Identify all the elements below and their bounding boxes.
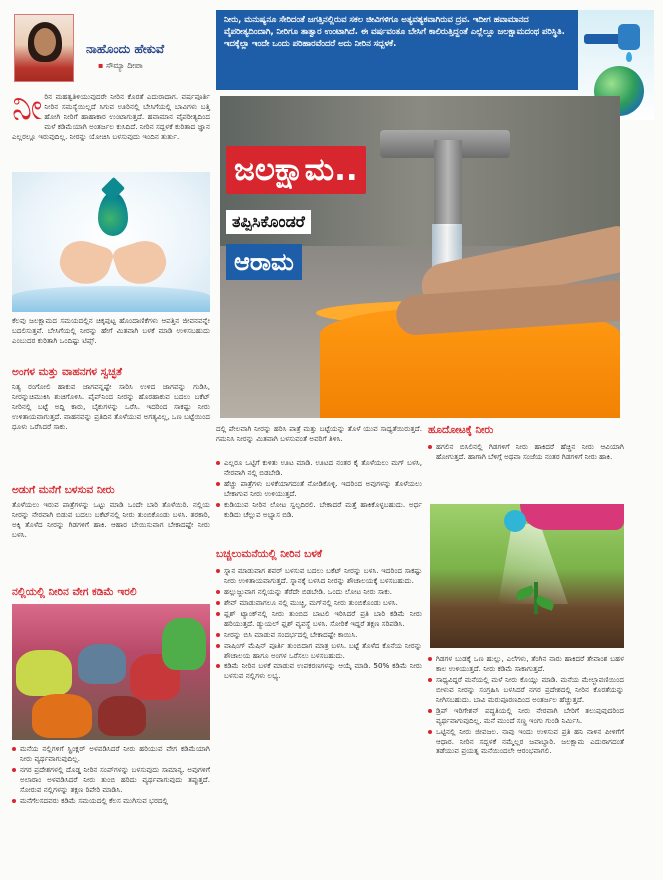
left-intro-tips: ಕೆಲವು ಜಲಕ್ಷಾಮದ ಸಮಯದಲ್ಲಿನ ಚಿಕ್ಕಪುಟ್ಟ ಹೊಂದಾಣಿಕೆಗಳು ಆಪತ್ತಿನ ಜೀವನವನ್ನೇ ಬದಲಿಸುತ್ತವೆ. ಬೇಸಿಗೆಯಲ್ಲಿ ನೀರನ್ನು ಹೇಗೆ ಮಿತವಾಗಿ ಬಳಕೆ ಮಾಡಿ ಉಳಿಸಬಹುದು ಎಂಬುದರ ಕುರಿತಾಗಿ ಒಂದಿಷ್ಟು ಟಿಪ್ಸ್. [12, 316, 210, 345]
list-item: ಹಲ್ಲುಜ್ಜುವಾಗ ನಲ್ಲಿಯನ್ನು ತೆರೆದೇ ಬಿಡಬೇಡಿ. ಒಂದು ಲೋಟ ನೀರು ಸಾಕು. [216, 587, 422, 597]
middle-intro-text: ದಲ್ಲಿ ಪೇಲವಾಗಿ ನೀರನ್ನು ಹರಿಸಿ ಪಾತ್ರೆ ಮತ್ತು ಬಟ್ಟೆಯನ್ನು ತೊಳೆ ಯುವ ಸಾಧ್ಯತೆಯಿರುತ್ತದೆ. ಗಮನಿಸಿ ನೀರನ್ನು ಮಿತವಾಗಿ ಬಳಸುವಂತೆ ಅವರಿಗೆ ತಿಳಿಸಿ. [216, 424, 422, 443]
list-item: ಗಿಡಗಳ ಬುಡಕ್ಕೆ ಒಣ ಹುಲ್ಲು, ಎಲೆಗಳು, ತೆಂಗಿನ ನಾರು ಹಾಕಿದರೆ ತೇವಾಂಶ ಬಹಳ ಕಾಲ ಉಳಿಯುತ್ತದೆ. ನೀರು ಕಡಿಮೆ ಸಾಕಾಗುತ್ತದೆ. [428, 654, 624, 674]
tap-speed-bullets [12, 744, 210, 807]
maroon-pot [98, 696, 146, 736]
left-hand [55, 235, 116, 290]
heading-kitchen-water: ಅಡುಗೆ ಮನೆಗೆ ಬಳಸುವ ನೀರು [12, 484, 115, 496]
water-pots-image [12, 604, 210, 740]
watering-can-icon [520, 504, 624, 530]
courtyard-vehicles-text: ನಿತ್ಯ ರಂಗೋಲಿ ಹಾಕುವ ಜಾಗವನ್ನಷ್ಟೇ ಸಾರಿಸಿ ಉಳಿದ ಜಾಗವನ್ನು ಗುಡಿಸಿ, ನೀರನ್ನುಚಿಮುಕಿಸಿ ಶುಚಿಗೊಳಿಸಿ. ಪೈಪ್‌ನಿಂದ ನೀರನ್ನು ಹೊರಹಾಕುವ ಬದಲು ಬಕೆಟ್ ನೀರಿನಲ್ಲಿ ಬಟ್ಟೆ ಅದ್ದಿ ಕಾರು, ಬೈಕುಗಳನ್ನು ಒರೆಸಿ. ಇದರಿಂದ ಸಾಕಷ್ಟು ನೀರು ಉಳಿತಾಯವಾಗುತ್ತದೆ. ವಾಹನವನ್ನು ಪ್ರತಿದಿನ ತೊಳೆಯುವ ಅಗತ್ಯವಿಲ್ಲ, ಒಣ ಬಟ್ಟೆಯಿಂದ ಧೂಳು ಒರೆಸಿದರೆ ಸಾಕು. [12, 382, 210, 431]
right-hand [111, 235, 172, 290]
list-item: ಸಾಧ್ಯವಿದ್ದರೆ ಮನೆಯಲ್ಲಿ ಮಳೆ ನೀರು ಕೊಯ್ಲು ಮಾಡಿ. ಮನೆಯ ಮೇಲ್ಛಾವಣಿಯಿಂದ ಬೀಳುವ ನೀರನ್ನು ಸಂಗ್ರಹಿಸಿ ಬಳಸಿದರೆ ನಗರ ಪ್ರದೇಶದಲ್ಲಿ ನೀರಿನ ಕೊರತೆಯನ್ನು ನೀಗಿಸಬಹುದು. ಬಾವಿ ಮರುಪೂರಣದಿಂದ ಅಂತರ್ಜಲ ಹೆಚ್ಚುತ್ತದೆ. [428, 675, 624, 705]
quote-banner: ನೀರು, ಮನುಷ್ಯನೂ ಸೇರಿದಂತೆ ಜಗತ್ತಿನಲ್ಲಿರುವ ಸಕಲ ಜೀವಿಗಳಿಗೂ ಅತ್ಯವಶ್ಯಕವಾಗಿರುವ ದ್ರವ. ಇದೀಗ ಹವಾಮಾನದ ವೈಪರೀತ್ಯದಿಂದಾಗಿ, ನೀರಿಗೂ ತಾತ್ವಾರ ಉಂಟಾಗಿದೆ. ಈ ವರ್ಷವಂತೂ ಬೇಸಿಗೆ ಕಾಲಿರುತ್ತಿದ್ದಂತೆ ಎಲ್ಲೆಲ್ಲೂ ಜಲಕ್ಷಾಮದಂಥ ಪರಿಸ್ಥಿತಿ. ಇದಕ್ಕೆಲ್ಲಾ ಇಂದೇ ಒಂದು ಪರಿಹಾರವೆಂದರೆ ಅದು ನೀರಿನ ಸದ್ಬಳಕೆ. [216, 10, 578, 90]
list-item: ಹೆಚ್ಚು ಪಾತ್ರೆಗಳು ಬಳಕೆಯಾಗದಂತೆ ನೋಡಿಕೊಳ್ಳಿ. ಇದರಿಂದ ಅವುಗಳನ್ನು ತೊಳೆಯಲು ಬೇಕಾಗುವ ನೀರು ಉಳಿಯುತ್ತದೆ. [216, 479, 422, 499]
list-item: ಎಲ್ಲರೂ ಒಟ್ಟಿಗೆ ಕುಳಿತು ಊಟ ಮಾಡಿ. ಊಟದ ನಂತರ ಕೈ ತೊಳೆಯಲು ಮಗ್ ಬಳಸಿ, ನೇರವಾಗಿ ನಲ್ಲಿ ಬಿಡಬೇಡಿ. [216, 458, 422, 478]
headline-tail: ಆರಾಮ [226, 244, 302, 280]
list-item: ಹಗಲಿನ ಬಿಸಿಲಿನಲ್ಲಿ ಗಿಡಗಳಿಗೆ ನೀರು ಹಾಕಿದರೆ ಹೆಚ್ಚಿನ ನೀರು ಆವಿಯಾಗಿ ಹೋಗುತ್ತದೆ. ಹಾಗಾಗಿ ಬೆಳಿಗ್ಗೆ ಅಥವಾ ಸಂಜೆಯ ನಂತರ ಗಿಡಗಳಿಗೆ ನೀರು ಹಾಕಿ. [428, 442, 624, 462]
drop-cap: ನೀ [12, 87, 41, 128]
list-item: ಡ್ರಿಪ್ ಇರಿಗೇಶನ್ ಪದ್ಧತಿಯಲ್ಲಿ ನೀರು ನೇರವಾಗಿ ಬೇರಿಗೆ ತಲುಪುವುದರಿಂದ ವ್ಯರ್ಥವಾಗುವುದಿಲ್ಲ. ಮನೆ ಮುಂದೆ ಸಣ್ಣ ಇಂಗು ಗುಂಡಿ ನಿರ್ಮಿಸಿ. [428, 706, 624, 726]
intro-paragraph [12, 87, 210, 142]
headline-sub: ತಪ್ಪಿಸಿಕೊಂಡರೆ [226, 210, 311, 234]
heading-garden-water: ಹೂದೋಟಕ್ಕೆ ನೀರು [428, 424, 494, 436]
list-item: ಕುಡಿಯುವ ನೀರಿನ ಲೋಟ ಸ್ವಲ್ಪದಿರಲಿ. ಬೇಕಾದರೆ ಮತ್ತೆ ಹಾಕಿಕೊಳ್ಳಬಹುದು. ಅರ್ಧ ಕುಡಿದು ಚೆಲ್ಲುವ ಅಭ್ಯಾಸ ಬಿಡಿ. [216, 500, 422, 520]
water-drop-icon [98, 192, 128, 236]
list-item: ಶೇವ್ ಮಾಡುವಾಗಲೂ ನಲ್ಲಿ ಮುಚ್ಚಿ, ಮಗ್‌ನಲ್ಲಿ ನೀರು ತುಂಬಿಕೊಂಡು ಬಳಸಿ. [216, 598, 422, 608]
headline-main: ಜಲಕ್ಷಾಮ.. [226, 146, 366, 194]
list-item: ವಾಷಿಂಗ್ ಮೆಷಿನ್ ಪೂರ್ತಿ ತುಂಬಿದಾಗ ಮಾತ್ರ ಬಳಸಿ. ಬಟ್ಟೆ ತೊಳೆದ ಕೊನೆಯ ನೀರನ್ನು ಶೌಚಾಲಯ ಹಾಗೂ ಅಂಗಳ ಒರೆಸಲು ಬಳಸಬಹುದು. [216, 641, 422, 661]
author-place: ▪ ಸೌಮ್ಯಾ ದೀಪಾ [98, 61, 143, 71]
author-photo [14, 14, 74, 82]
green-pot [16, 650, 72, 696]
author-face [34, 28, 56, 56]
watering-can-rose [504, 510, 526, 532]
intro-text: ರಿನ ಮಹತ್ವತಿಳಿಯುವುದರೇ ನೀರಿನ ಕೊರತೆ ಎದುರಾದಾಗ. ವರ್ಷಪೂರ್ತಿ ನೀರಿನ ಸಮಸ್ಯೆಯಿಲ್ಲದೆ ಸಿಗುವ ಊರಿನಲ್ಲಿ ಬೇಸಿಗೆಯಲ್ಲಿ ಬಾವಿಗಳು ಬತ್ತಿ ಹೋಗಿ ನೀರಿಗೆ ಹಾಹಾಕಾರ ಉಂಟಾಗುತ್ತದೆ. ಹವಾಮಾನ ವೈಪರೀತ್ಯದಿಂದ ಮಳೆ ಕಡಿಮೆಯಾಗಿ ಅಂತರ್ಜಲ ಕುಸಿದಿದೆ. ನೀರಿನ ಸದ್ಬಳಕೆ ಕುರಿತಾದ ಜ್ಞಾನ ಎಲ್ಲರಲ್ಲೂ ಇರುವುದಿಲ್ಲ. ನೀರನ್ನು ಯೋಚಿಸಿ ಬಳಸುವುದು ಇಂದಿನ ತುರ್ತು. [12, 92, 210, 141]
water-drop-hands-image [12, 172, 210, 312]
heading-tap-speed: ನಲ್ಲಿಯಲ್ಲಿ ನೀರಿನ ವೇಗ ಕಡಿಮೆ ಇರಲಿ [12, 586, 137, 598]
heading-bathroom-water: ಬಚ್ಚಲುಮನೆಯಲ್ಲಿ ನೀರಿನ ಬಳಕೆ [216, 548, 323, 560]
list-item: ಮನೆಯ ನಲ್ಲಿಗಳಿಗೆ ಸ್ಪ್ರಿಂಕ್ಲರ್ ಅಳವಡಿಸಿದರೆ ನೀರು ಹರಿಯುವ ವೇಗ ಕಡಿಮೆಯಾಗಿ ನೀರು ವ್ಯರ್ಥವಾಗುವುದಿಲ್ಲ. [12, 744, 210, 764]
middle-bullets-1 [216, 458, 422, 521]
orange-pot [32, 694, 92, 738]
tap-icon [618, 24, 640, 50]
kitchen-water-text: ತೊಳೆಯಲು ಇರುವ ಪಾತ್ರೆಗಳನ್ನು ಒಟ್ಟು ಮಾಡಿ ಒಂದೇ ಬಾರಿ ತೊಳೆಯಿರಿ. ನಲ್ಲಿಯ ನೀರನ್ನು ನೇರವಾಗಿ ಬಿಡುವ ಬದಲು ಬಕೆಟ್‌ನಲ್ಲಿ ನೀರು ತುಂಬಿಕೊಂಡು ಬಳಸಿ. ತರಕಾರಿ, ಅಕ್ಕಿ ತೊಳೆದ ನೀರನ್ನು ಗಿಡಗಳಿಗೆ ಹಾಕಿ. ಆಹಾರ ಬೇಯಿಸುವಾಗ ಬೇಕಾದಷ್ಟೇ ನೀರು ಬಳಸಿ. [12, 500, 210, 539]
heading-courtyard-vehicles: ಅಂಗಳ ಮತ್ತು ವಾಹನಗಳ ಸ್ವಚ್ಛತೆ [12, 366, 123, 378]
garden-bullets-1 [428, 442, 624, 463]
garden-bullets-2 [428, 654, 624, 757]
watering-plant-image [430, 504, 624, 648]
bathroom-bullets [216, 566, 422, 682]
list-item: ನಗರ ಪ್ರದೇಶಗಳಲ್ಲಿ ದೊಡ್ಡ ನೀರಿನ ಸಂಪ್‌ಗಳನ್ನು ಬಳಸುವುದು ಸಾಮಾನ್ಯ. ಅವುಗಳಿಗೆ ಅಲಾರಾಂ ಅಳವಡಿಸಿದರೆ ನೀರು ತುಂಬಿ ಹರಿದು ವ್ಯರ್ಥವಾಗುವುದು ತಪ್ಪುತ್ತದೆ. ಸೋರುವ ನಲ್ಲಿಗಳನ್ನು ತಕ್ಷಣ ರಿಪೇರಿ ಮಾಡಿಸಿ. [12, 765, 210, 795]
byline [12, 12, 202, 86]
water-wave [12, 286, 210, 312]
list-item: ಕಡಿಮೆ ನೀರಿನ ಬಳಕೆ ಮಾಡುವ ಉಪಕರಣಗಳನ್ನು ಆಯ್ಕೆ ಮಾಡಿ. 50% ಕಡಿಮೆ ನೀರು ಬಳಸುವ ನಲ್ಲಿಗಳು ಲಭ್ಯ. [216, 661, 422, 681]
list-item: ಒಟ್ಟಿನಲ್ಲಿ ನೀರು ಜೀವಜಲ. ನಾವು ಇಂದು ಉಳಿಸುವ ಪ್ರತಿ ಹನಿ ನಾಳಿನ ಪೀಳಿಗೆಗೆ ಆಧಾರ. ನೀರಿನ ಸದ್ಬಳಕೆ ನಮ್ಮೆಲ್ಲರ ಜವಾಬ್ದಾರಿ. ಜಲಕ್ಷಾಮ ಎದುರಾಗದಂತೆ ತಡೆಯುವ ಪ್ರಯತ್ನ ಮನೆಯಿಂದಲೇ ಆರಂಭವಾಗಲಿ. [428, 727, 624, 757]
list-item: ಸ್ನಾನ ಮಾಡುವಾಗ ಶವರ್ ಬಳಸುವ ಬದಲು ಬಕೆಟ್ ನೀರನ್ನು ಬಳಸಿ. ಇದರಿಂದ ಸಾಕಷ್ಟು ನೀರು ಉಳಿತಾಯವಾಗುತ್ತದೆ. ಸ್ನಾನಕ್ಕೆ ಬಳಸಿದ ನೀರನ್ನು ಶೌಚಾಲಯಕ್ಕೆ ಬಳಸಬಹುದು. [216, 566, 422, 586]
water-drip-icon [626, 52, 632, 62]
green-can [162, 618, 206, 670]
steel-pot [78, 644, 126, 684]
list-item: ಫ್ಲಶ್ ಟ್ಯಾಂಕ್‌ನಲ್ಲಿ ನೀರು ತುಂಬಿದ ಬಾಟಲಿ ಇರಿಸಿದರೆ ಪ್ರತಿ ಬಾರಿ ಕಡಿಮೆ ನೀರು ಹರಿಯುತ್ತದೆ. ಡ್ಯುಯಲ್ ಫ್ಲಶ್ ವ್ಯವಸ್ಥೆ ಬಳಸಿ. ಸೋರಿಕೆ ಇದ್ದರೆ ತಕ್ಷಣ ಸರಿಪಡಿಸಿ. [216, 609, 422, 629]
list-item: ಮನೆಗೆಲಸದವರು ಕಡಿಮೆ ಸಮಯದಲ್ಲಿ ಕೆಲಸ ಮುಗಿಸುವ ಭರದಲ್ಲಿ [12, 796, 210, 806]
list-item: ನೀರನ್ನು ಬಿಸಿ ಮಾಡುವ ಸಂದರ್ಭದಲ್ಲಿ ಬೇಕಾದಷ್ಟೇ ಕಾಯಿಸಿ. [216, 630, 422, 640]
author-name: ನಾಹೊಂದು ಹೇಕುವೆ [86, 42, 165, 56]
photo-pipe-vertical [434, 140, 462, 226]
